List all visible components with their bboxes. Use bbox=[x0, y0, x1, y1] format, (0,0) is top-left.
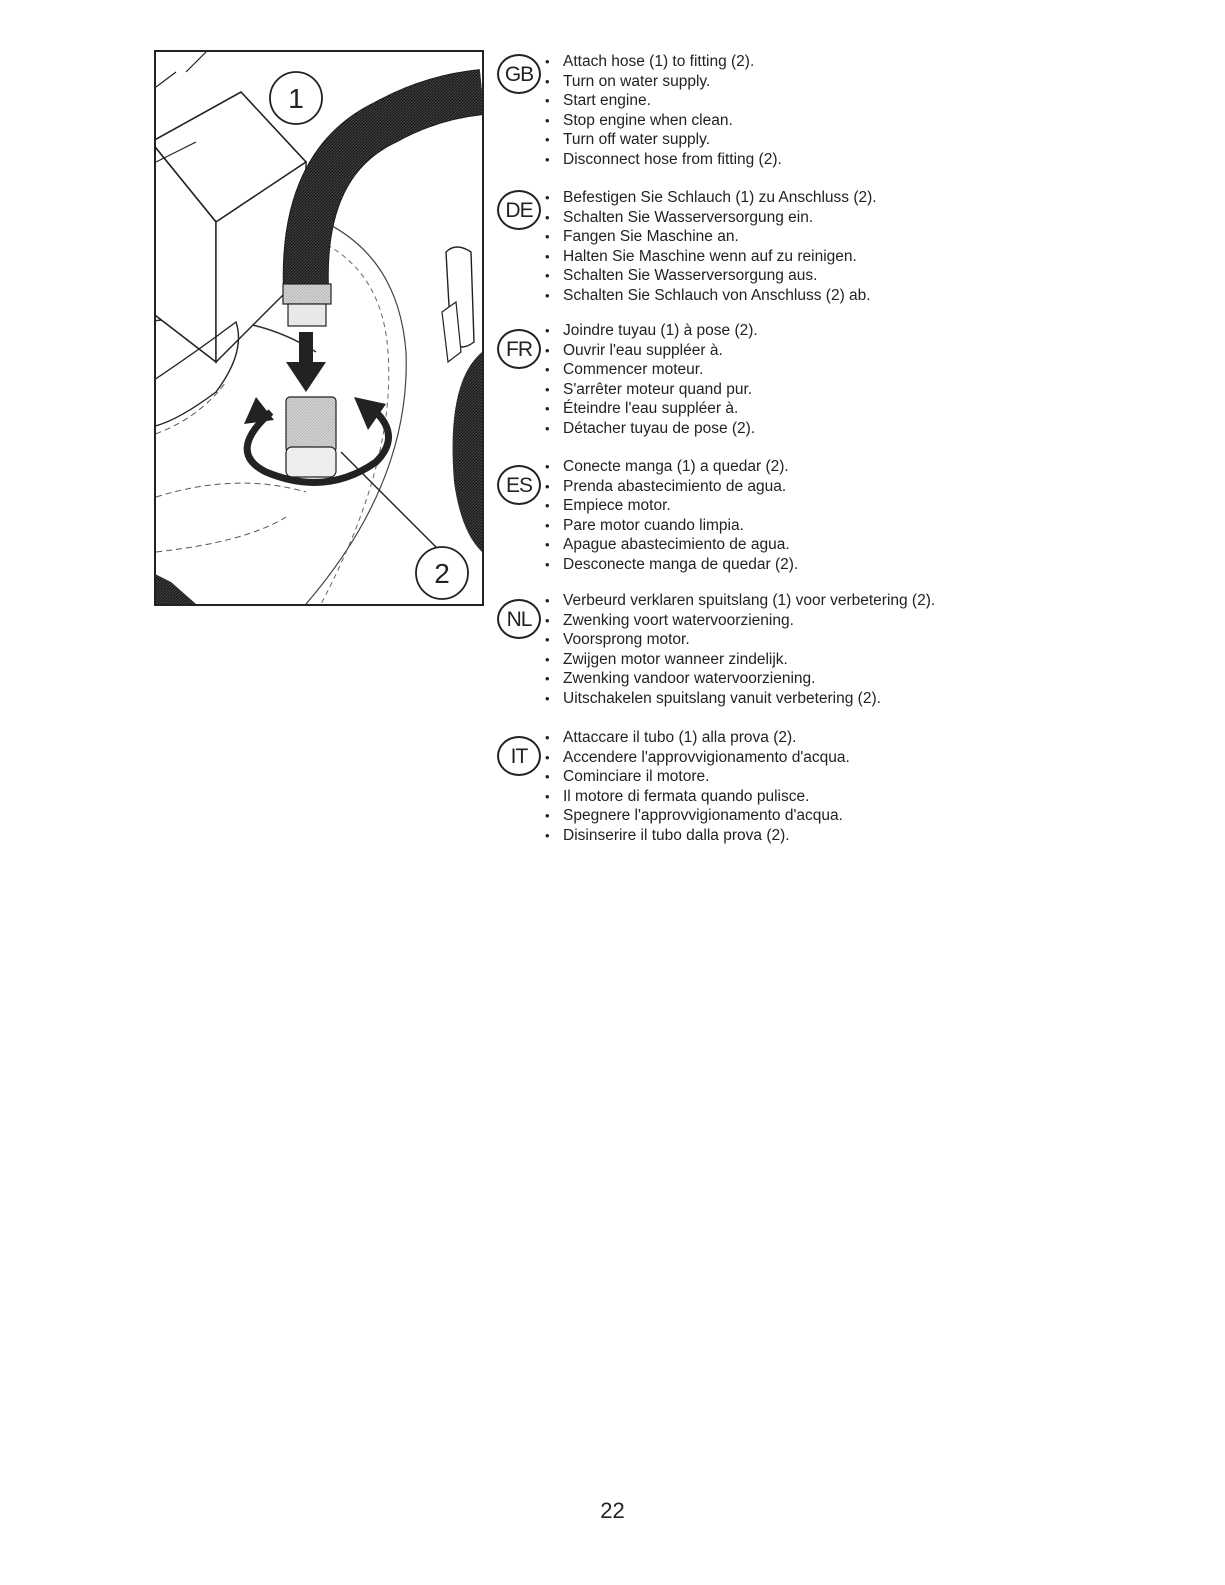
instruction-step: • Attaccare il tubo (1) alla prova (2). bbox=[563, 728, 1177, 748]
lang-block-gb bbox=[497, 52, 1177, 169]
instruction-step: • Disconnect hose from fitting (2). bbox=[563, 150, 1177, 170]
instruction-step: • Start engine. bbox=[563, 91, 1177, 111]
instruction-step: • Desconecte manga de quedar (2). bbox=[563, 555, 1177, 575]
instruction-step: • Ouvrir l'eau suppléer à. bbox=[563, 341, 1177, 361]
instruction-step: • Voorsprong motor. bbox=[563, 630, 1177, 650]
instruction-step: • Joindre tuyau (1) à pose (2). bbox=[563, 321, 1177, 341]
instruction-step: • Empiece motor. bbox=[563, 496, 1177, 516]
instruction-list-fr bbox=[497, 321, 1177, 438]
instruction-list-gb bbox=[497, 52, 1177, 169]
instruction-step: • Cominciare il motore. bbox=[563, 767, 1177, 787]
instruction-step: • Il motore di fermata quando pulisce. bbox=[563, 787, 1177, 807]
lang-block-nl bbox=[497, 591, 1177, 708]
instruction-step: • Turn on water supply. bbox=[563, 72, 1177, 92]
hose-connection-illustration bbox=[154, 50, 484, 606]
instruction-list-it bbox=[497, 728, 1177, 845]
language-badge-de: DE bbox=[497, 190, 541, 230]
instruction-step: • Verbeurd verklaren spuitslang (1) voor verbetering (2). bbox=[563, 591, 1177, 611]
lang-block-de bbox=[497, 188, 1177, 305]
callout-label-1: 1 bbox=[288, 83, 304, 114]
instruction-step: • Schalten Sie Schlauch von Anschluss (2) ab. bbox=[563, 286, 1177, 306]
instruction-step: • Disinserire il tubo dalla prova (2). bbox=[563, 826, 1177, 846]
lang-block-fr bbox=[497, 321, 1177, 438]
instruction-step: • Uitschakelen spuitslang vanuit verbetering (2). bbox=[563, 689, 1177, 709]
instruction-step: • Schalten Sie Wasserversorgung ein. bbox=[563, 208, 1177, 228]
language-badge-gb: GB bbox=[497, 54, 541, 94]
instruction-step: • Accendere l'approvvigionamento d'acqua. bbox=[563, 748, 1177, 768]
instruction-step: • Éteindre l'eau suppléer à. bbox=[563, 399, 1177, 419]
instruction-step: • Turn off water supply. bbox=[563, 130, 1177, 150]
instruction-step: • Zwenking vandoor watervoorziening. bbox=[563, 669, 1177, 689]
lang-block-es bbox=[497, 457, 1177, 574]
instruction-step: • Commencer moteur. bbox=[563, 360, 1177, 380]
instruction-step: • Zwijgen motor wanneer zindelijk. bbox=[563, 650, 1177, 670]
instruction-step: • Zwenking voort watervoorziening. bbox=[563, 611, 1177, 631]
instruction-step: • Schalten Sie Wasserversorgung aus. bbox=[563, 266, 1177, 286]
instruction-step: • Détacher tuyau de pose (2). bbox=[563, 419, 1177, 439]
instruction-step: • Pare motor cuando limpia. bbox=[563, 516, 1177, 536]
instruction-step: • S'arrêter moteur quand pur. bbox=[563, 380, 1177, 400]
language-badge-it: IT bbox=[497, 736, 541, 776]
instruction-step: • Stop engine when clean. bbox=[563, 111, 1177, 131]
instruction-step: • Attach hose (1) to fitting (2). bbox=[563, 52, 1177, 72]
language-badge-es: ES bbox=[497, 465, 541, 505]
instruction-step: • Befestigen Sie Schlauch (1) zu Anschluss (2). bbox=[563, 188, 1177, 208]
instruction-step: • Spegnere l'approvvigionamento d'acqua. bbox=[563, 806, 1177, 826]
lang-block-it bbox=[497, 728, 1177, 845]
instruction-step: • Halten Sie Maschine wenn auf zu reinigen. bbox=[563, 247, 1177, 267]
instruction-list-es bbox=[497, 457, 1177, 574]
language-badge-fr: FR bbox=[497, 329, 541, 369]
instruction-list-de bbox=[497, 188, 1177, 305]
instruction-step: • Prenda abastecimiento de agua. bbox=[563, 477, 1177, 497]
language-badge-nl: NL bbox=[497, 599, 541, 639]
mower-deck-drawing bbox=[156, 52, 482, 604]
callout-label-2: 2 bbox=[434, 558, 450, 589]
page-number: 22 bbox=[600, 1498, 625, 1523]
instruction-step: • Apague abastecimiento de agua. bbox=[563, 535, 1177, 555]
instruction-step: • Conecte manga (1) a quedar (2). bbox=[563, 457, 1177, 477]
instruction-list-nl bbox=[497, 591, 1177, 708]
instruction-step: • Fangen Sie Maschine an. bbox=[563, 227, 1177, 247]
